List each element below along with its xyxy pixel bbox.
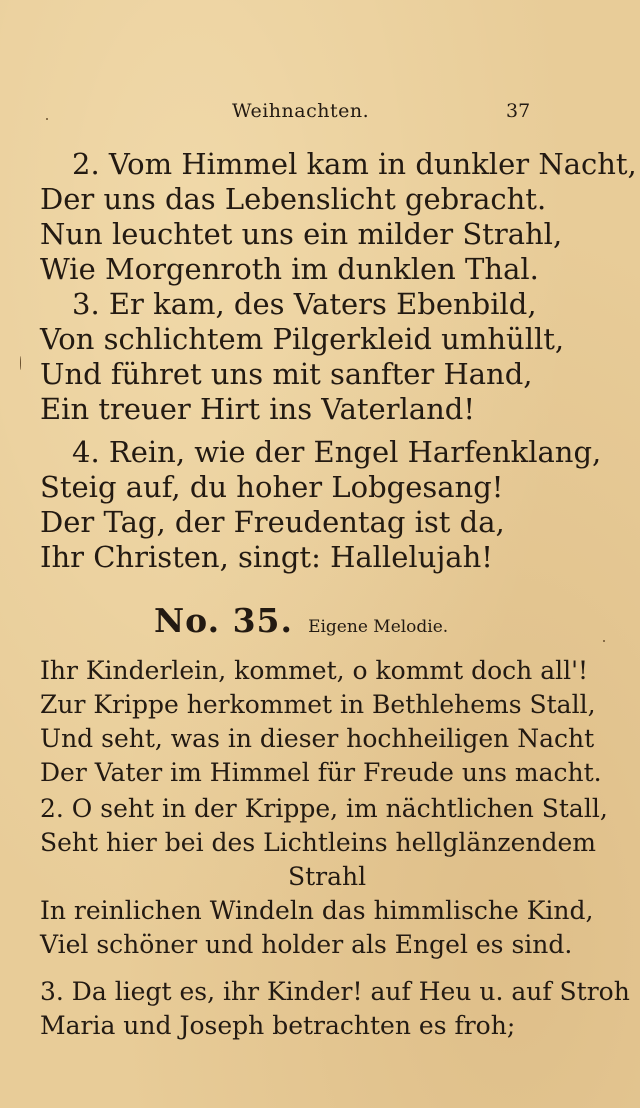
verse-line: 2. O seht in der Krippe, im nächtlichen Stall,	[40, 794, 608, 823]
stanza-4-first-hymn	[40, 435, 600, 575]
hymn-heading	[154, 601, 448, 641]
verse-line: Und seht, was in dieser hochheiligen Nacht	[40, 724, 595, 753]
verse-line: Viel schöner und holder als Engel es sind.	[40, 930, 573, 959]
section-title: Weihnachten.	[232, 100, 370, 122]
verse-line: Und führet uns mit sanfter Hand,	[40, 357, 533, 391]
verse-line: Maria und Joseph betrachten es froh;	[40, 1011, 516, 1040]
verse-line: In reinlichen Windeln das himmlische Kind,	[40, 896, 594, 925]
hymn-melody-note: Eigene Melodie.	[308, 617, 449, 637]
verse-line: Wie Morgenroth im dunklen Thal.	[40, 252, 539, 286]
verse-line: Nun leuchtet uns ein milder Strahl,	[40, 217, 563, 251]
verse-line: Ihr Christen, singt: Hallelujah!	[40, 540, 493, 574]
verse-line-continuation: Strahl	[288, 862, 367, 891]
stanza-2-hymn-35	[40, 792, 608, 962]
stanza-2-first-hymn	[40, 147, 637, 287]
verse-line: Ihr Kinderlein, kommet, o kommt doch all'!	[40, 656, 589, 685]
verse-line: Der uns das Lebenslicht gebracht.	[40, 182, 547, 216]
verse-line: Seht hier bei des Lichtleins hellglänzendem	[40, 828, 596, 857]
page-number: 37	[506, 100, 531, 122]
stanza-3-hymn-35	[40, 975, 630, 1043]
hymn-number: No. 35.	[154, 601, 293, 640]
paper-speck	[20, 356, 21, 370]
verse-line: 4. Rein, wie der Engel Harfenklang,	[72, 435, 602, 469]
verse-line: Von schlichtem Pilgerkleid umhüllt,	[40, 322, 565, 356]
verse-line: 3. Er kam, des Vaters Ebenbild,	[72, 287, 537, 321]
verse-line: Ein treuer Hirt ins Vaterland!	[40, 392, 475, 426]
verse-line: 3. Da liegt es, ihr Kinder! auf Heu u. auf Stroh	[40, 977, 630, 1006]
running-header	[0, 100, 640, 130]
verse-line: 2. Vom Himmel kam in dunkler Nacht,	[72, 147, 637, 181]
verse-line: Steig auf, du hoher Lobgesang!	[40, 470, 504, 504]
paper-speck	[46, 118, 48, 120]
verse-line: Der Tag, der Freudentag ist da,	[40, 505, 505, 539]
verse-line: Zur Krippe herkommet in Bethlehems Stall,	[40, 690, 596, 719]
stanza-3-first-hymn	[40, 287, 600, 427]
verse-line: Der Vater im Himmel für Freude uns macht.	[40, 758, 602, 787]
stanza-1-hymn-35	[40, 654, 600, 790]
paper-speck	[603, 640, 605, 642]
